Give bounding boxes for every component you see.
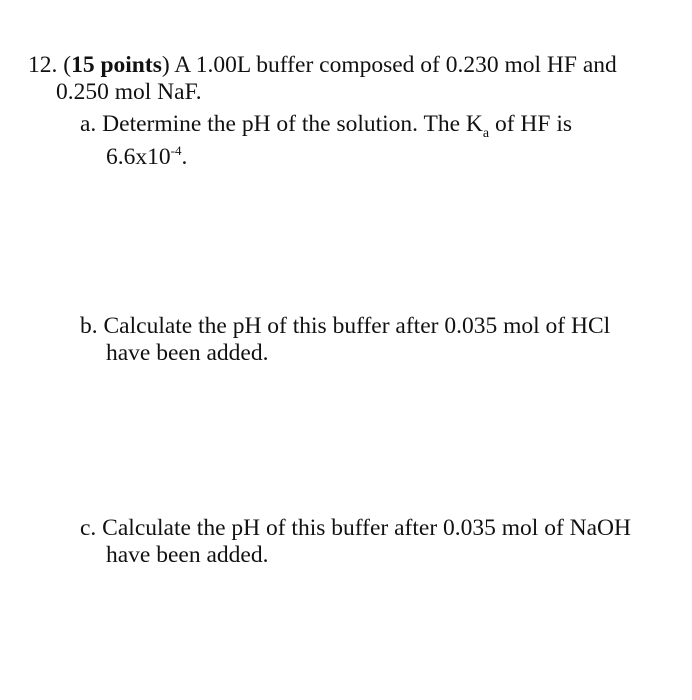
question-number: 12.	[28, 52, 58, 78]
part-a-line-2: $6.6x10^{-4}$.	[106, 143, 188, 170]
part-c-line-1: c. Calculate the pH of this buffer after 0.035 mol of NaOH	[80, 515, 631, 541]
part-a-line-1: a. Determine the pH of the solution. The $K_a$ of HF is	[80, 111, 573, 141]
intro-line-2: 0.250 mol NaF.	[56, 79, 202, 105]
part-b-line-1: b. Calculate the pH of this buffer after 0.035 mol of HCl	[80, 313, 611, 339]
ka-subscript: a	[482, 126, 490, 141]
exponent: -4	[170, 143, 182, 158]
intro-line-1: A 1.00L buffer composed of 0.230 mol HF and	[169, 52, 617, 78]
part-b-line-2: have been added.	[106, 340, 269, 366]
points-label: 15 points	[71, 52, 162, 78]
question-header: 12. (15 points) A 1.00L buffer composed of 0.230 mol HF and	[28, 52, 617, 78]
part-c-line-2: have been added.	[106, 542, 269, 568]
